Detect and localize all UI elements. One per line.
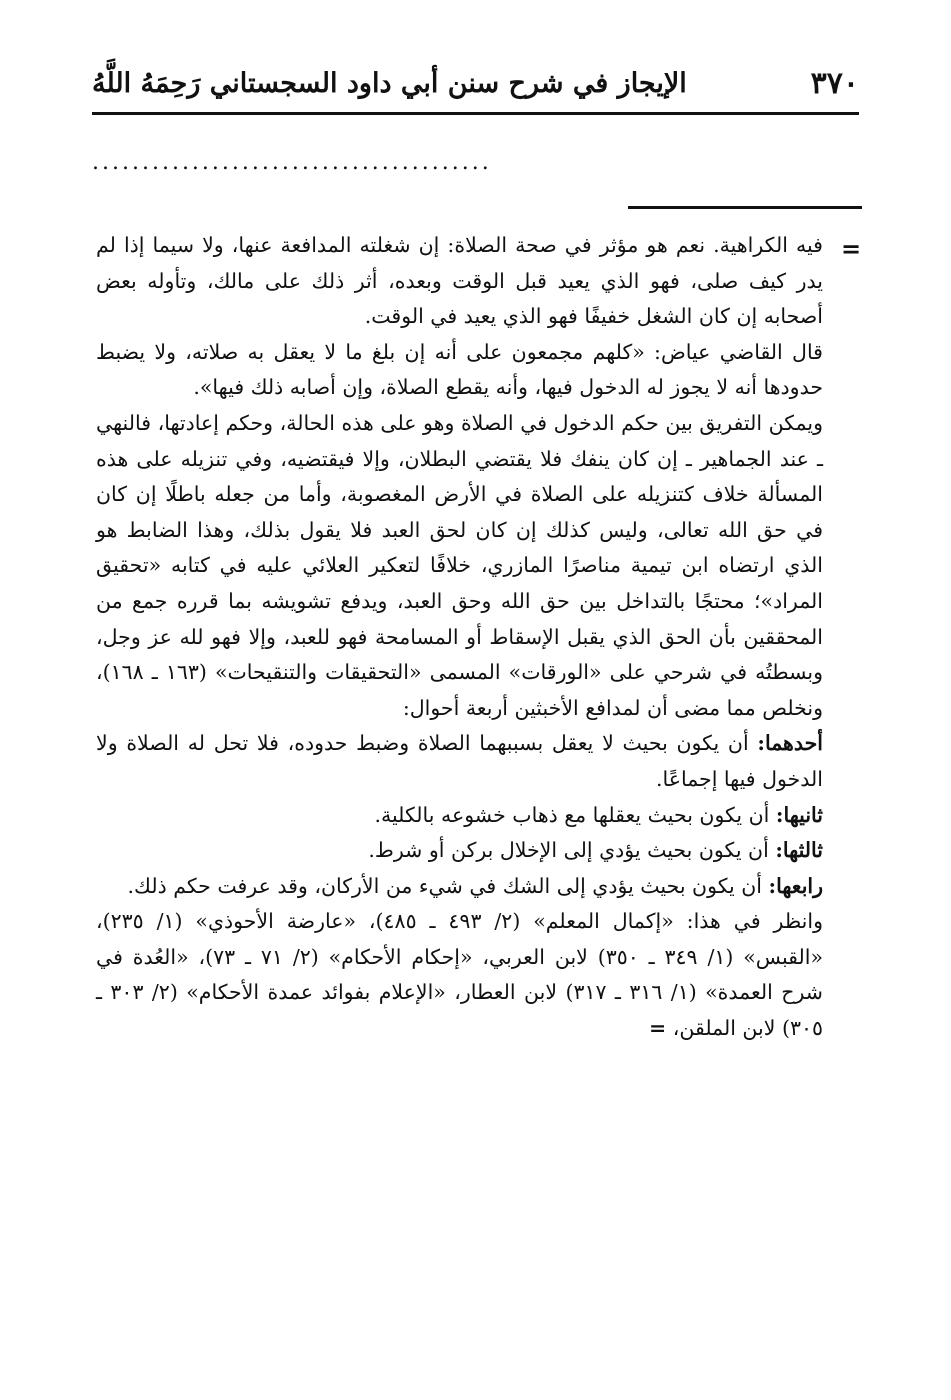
list-item-4-text: أن يكون بحيث يؤدي إلى الشك في شيء من الأركان، وقد عرفت حكم ذلك. [127, 873, 763, 898]
running-title: الإيجاز في شرح سنن أبي داود السجستاني رَحِمَهُ اللَّهُ [92, 67, 687, 99]
footnote-references [96, 904, 823, 1046]
footnote-separator [628, 206, 862, 209]
page-header [92, 58, 859, 108]
list-item-1-text: أن يكون بحيث لا يعقل بسببهما الصلاة وضبط حدوده، فلا تحل له الصلاة ولا الدخول فيها إجماعًا. [96, 731, 823, 791]
footnote-text [96, 228, 823, 1047]
list-item-2-text: أن يكون بحيث يعقلها مع ذهاب خشوعه بالكلية. [374, 802, 770, 827]
header-rule [92, 112, 859, 115]
references-text: وانظر في هذا: «إكمال المعلم» (٢/ ٤٩٣ ـ ٤٨٥)، «عارضة الأحوذي» (١/ ٢٣٥)، «القبس» (١/ ٣٤٩ ـ ٣٥٠) لابن العربي، «إحكام الأحكام» (٢/ ٧١ ـ ٧٣)، «العُدة في شرح العمدة» (١/ ٣١٦ ـ ٣١٧) لابن العطار، «الإعلام بفوائد عمدة الأحكام» (٢/ ٣٠٣ ـ ٣٠٥) لابن الملقن، [96, 909, 823, 1041]
footnote-continuation-mark: = [840, 234, 862, 263]
list-item-3 [96, 833, 823, 869]
elided-main-text-dots: ........................................ [92, 150, 492, 175]
list-item-1-label: أحدهما: [757, 731, 823, 756]
page-number: ٣٧٠ [810, 65, 859, 101]
footnote-paragraph-3: ويمكن التفريق بين حكم الدخول في الصلاة وهو على هذه الحالة، وحكم إعادتها، فالنهي ـ عند الجماهير ـ إن كان ينفك فلا يقتضي البطلان، وإلا فيقتضيه، وفي تنزيله على هذه المسألة خلاف كتنزيله على الصلاة في الأرض المغصوبة، وأما من جعله باطلًا إن كان في حق الله تعالى، وليس كذلك إن كان لحق العبد فلا يقول بذلك، وهذا الضابط هو الذي ارتضاه ابن تيمية مناصرًا المازري، خلافًا لتعكير العلائي عليه في كتابه «تحقيق المراد»؛ محتجًا بالتداخل بين حق الله وحق العبد، ويدفع تشويشه بما قرره جمع من المحققين بأن الحق الذي يقبل الإسقاط أو المسامحة فهو للعبد، وإلا فهو لله عز وجل، وبسطتُه في شرحي على «الورقات» المسمى «التحقيقات والتنقيحات» (١٦٣ ـ ١٦٨)، ونخلص مما مضى أن لمدافع الأخبثين أربعة أحوال: [96, 410, 823, 720]
list-item-2-label: ثانيها: [775, 802, 823, 827]
footnote-paragraph-1: فيه الكراهية. نعم هو مؤثر في صحة الصلاة: إن شغلته المدافعة عنها، ولا سيما إذا لم يدر كيف صلى، فهو الذي يعيد قبل الوقت وبعده، أثر ذلك على مالك، وتأوله بعض أصحابه إن كان الشغل خفيفًا فهو الذي يعيد في الوقت. [96, 233, 823, 329]
list-item-1 [96, 726, 823, 797]
list-item-4 [96, 869, 823, 905]
list-item-3-text: أن يكون بحيث يؤدي إلى الإخلال بركن أو شرط. [368, 838, 769, 863]
list-item-2 [96, 798, 823, 834]
list-item-4-label: رابعها: [768, 873, 823, 898]
footnote-end-mark: = [649, 1016, 667, 1041]
list-item-3-label: ثالثها: [775, 838, 823, 863]
footnote-paragraph-2: قال القاضي عياض: «كلهم مجمعون على أنه إن بلغ ما لا يعقل به صلاته، ولا يضبط حدودها أنه لا يجوز له الدخول فيها، وأنه يقطع الصلاة، وإن أصابه ذلك فيها». [96, 339, 823, 400]
